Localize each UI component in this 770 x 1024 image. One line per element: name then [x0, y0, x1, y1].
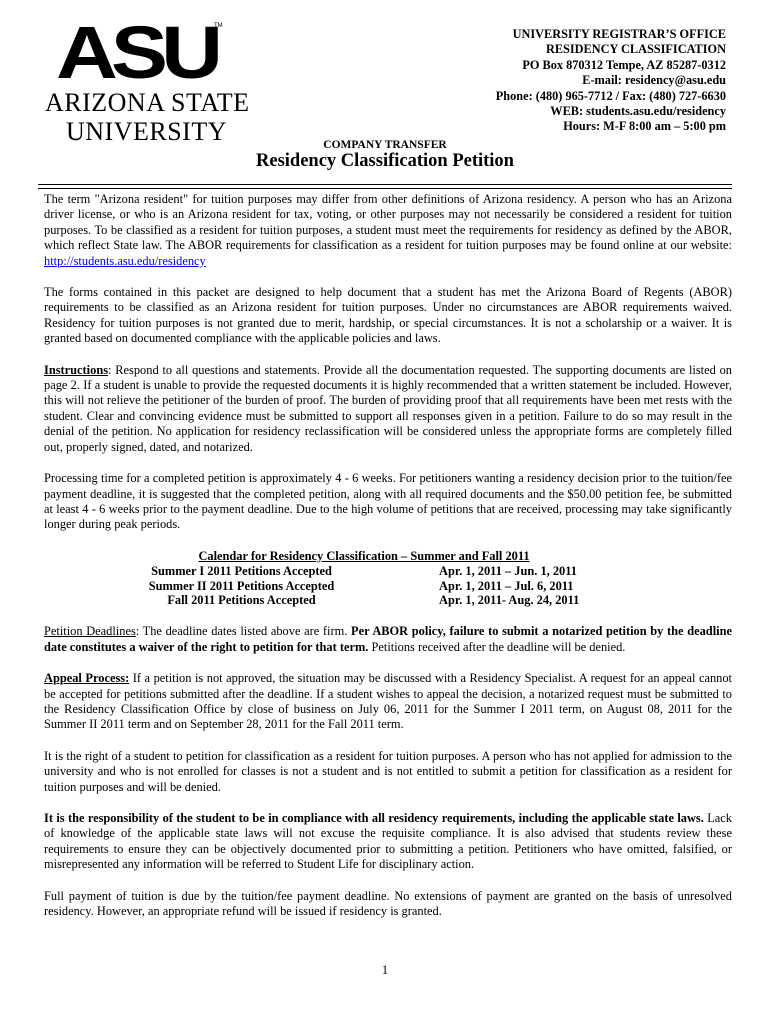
calendar-dates: Apr. 1, 2011- Aug. 24, 2011 — [439, 593, 580, 608]
office-department: RESIDENCY CLASSIFICATION — [545, 42, 726, 57]
appeal-label: Appeal Process: — [44, 671, 130, 686]
intro-paragraph: The term "Arizona resident" for tuition purposes may differ from other definitions of Arizona residency. A person who has an Arizona driver license, or who is an Arizona resident for tax, voting, or other purposes may not necessarily be considered a resident for tuition purposes. To be classified as a resident for tuition purposes, a student must meet the requirements for residency as defined by the ABOR, which reflect State law. The ABOR requirements for classification as a resident for tuition purposes may be found online at our website: http://students.asu.edu/residency — [44, 192, 732, 268]
calendar-heading: Calendar for Residency Classification – Summer and Fall 2011 — [198, 548, 530, 563]
calendar-row — [44, 579, 732, 594]
forms-paragraph: The forms contained in this packet are designed to help document that a student has met the Arizona Board of Regents (ABOR) requirements to be classified as an Arizona resident for tuition purposes. Under no circumstances are ABOR requirements waived. Residency for tuition purposes is not granted due to merit, hardship, or special circumstances. It is not a scholarship or a waiver. It is granted based on documented compliance with the applicable policies and laws. — [44, 285, 732, 346]
calendar-term: Summer I 2011 Petitions Accepted — [151, 563, 332, 578]
page-number: 1 — [381, 963, 389, 977]
calendar-row — [44, 564, 732, 579]
calendar-dates: Apr. 1, 2011 – Jul. 6, 2011 — [439, 578, 574, 593]
document-body — [44, 192, 732, 935]
calendar-term: Fall 2011 Petitions Accepted — [167, 593, 316, 608]
student-right-paragraph: It is the right of a student to petition for classification as a resident for tuition purposes. A person who has not applied for admission to the university and who is not enrolled for classes is not a student and is not entitled to submit a petition for classification as a resident for tuition purposes and will be denied. — [44, 748, 732, 794]
form-type-label: COMPANY TRANSFER — [323, 139, 447, 151]
residency-website-link[interactable]: http://students.asu.edu/residency — [44, 253, 206, 268]
residency-calendar — [44, 549, 732, 609]
deadlines-paragraph: Petition Deadlines: The deadline dates listed above are firm. Per ABOR policy, failure to submit a notarized petition by the deadline date constitutes a waiver of the right to petition for that term. Petitions received after the deadline will be denied. — [44, 624, 732, 654]
office-hours: Hours: M-F 8:00 am – 5:00 pm — [563, 119, 726, 134]
deadlines-label: Petition Deadlines — [44, 624, 136, 639]
office-name: UNIVERSITY REGISTRAR’S OFFICE — [512, 27, 726, 41]
svg-text:ASU: ASU — [56, 18, 218, 88]
appeal-paragraph: Appeal Process: If a petition is not approved, the situation may be discussed with a Residency Specialist. A request for an appeal cannot be accepted for petitions submitted after the deadline. If a student wishes to appeal the decision, a notarized request must be submitted to the Residency Classification Office by close of business on July 06, 2011 for the Summer I 2011 term, on August 08, 2011 for the Summer II 2011 term and on September 28, 2011 for the Fall 2011 term. — [44, 671, 732, 732]
responsibility-paragraph: It is the responsibility of the student to be in compliance with all residency requirements, including the applicable state laws. Lack of knowledge of the applicable state laws will not excuse the requisite compliance. It is also advised that students review these requirements to ensure they can be objectively documented prior to submitting a petition. Petitioners who have omitted, falsified, or misrepresented any information will be referred to Student Life for disciplinary action. — [44, 811, 732, 872]
calendar-row — [44, 593, 732, 608]
header-divider-bottom — [38, 188, 732, 189]
registrar-contact-block — [496, 27, 726, 135]
payment-paragraph: Full payment of tuition is due by the tuition/fee payment deadline. No extensions of payment are granted on the basis of unresolved residency. However, an appropriate refund will be issued if residency is granted. — [44, 888, 732, 919]
header-divider-top — [38, 184, 732, 185]
asu-wordmark-logo — [44, 18, 229, 88]
office-address: PO Box 870312 Tempe, AZ 85287-0312 — [522, 57, 726, 72]
instructions-label: Instructions — [44, 362, 109, 377]
logo-name-line2: UNIVERSITY — [66, 117, 227, 146]
logo-name-line1: ARIZONA STATE — [45, 88, 250, 117]
calendar-dates: Apr. 1, 2011 – Jun. 1, 2011 — [439, 563, 577, 578]
office-web: WEB: students.asu.edu/residency — [550, 104, 726, 119]
page-title: Residency Classification Petition — [256, 151, 514, 171]
svg-text:TM: TM — [214, 23, 223, 29]
asu-logo — [44, 18, 250, 146]
instructions-paragraph: Instructions: Respond to all questions and statements. Provide all the documentation requested. The supporting documents are listed on page 2. If a student is unable to provide the requested documents it is highly recommended that a written statement be included. However, this will not relieve the petitioner of the burden of proof. The burden of providing proof that all requirements have been met rests with the student. Clear and convincing evidence must be submitted to support all responses given in a petition. Failure to do so may result in the denial of the petition. No application for residency reclassification will be considered unless the appropriate forms are completely filled out, properly signed, dated, and notarized. — [44, 362, 732, 454]
office-phone-fax: Phone: (480) 965-7712 / Fax: (480) 727-6630 — [495, 88, 726, 103]
office-email: E-mail: residency@asu.edu — [582, 73, 726, 88]
calendar-term: Summer II 2011 Petitions Accepted — [148, 578, 335, 593]
processing-paragraph: Processing time for a completed petition is approximately 4 - 6 weeks. For petitioners wanting a residency decision prior to the tuition/fee payment deadline, it is suggested that the completed petition, along with all required documents and the $50.00 petition fee, be submitted at least 4 - 6 weeks prior to the payment deadline. Due to the high volume of petitions that are received, processing may take significantly longer during peak periods. — [44, 471, 732, 532]
